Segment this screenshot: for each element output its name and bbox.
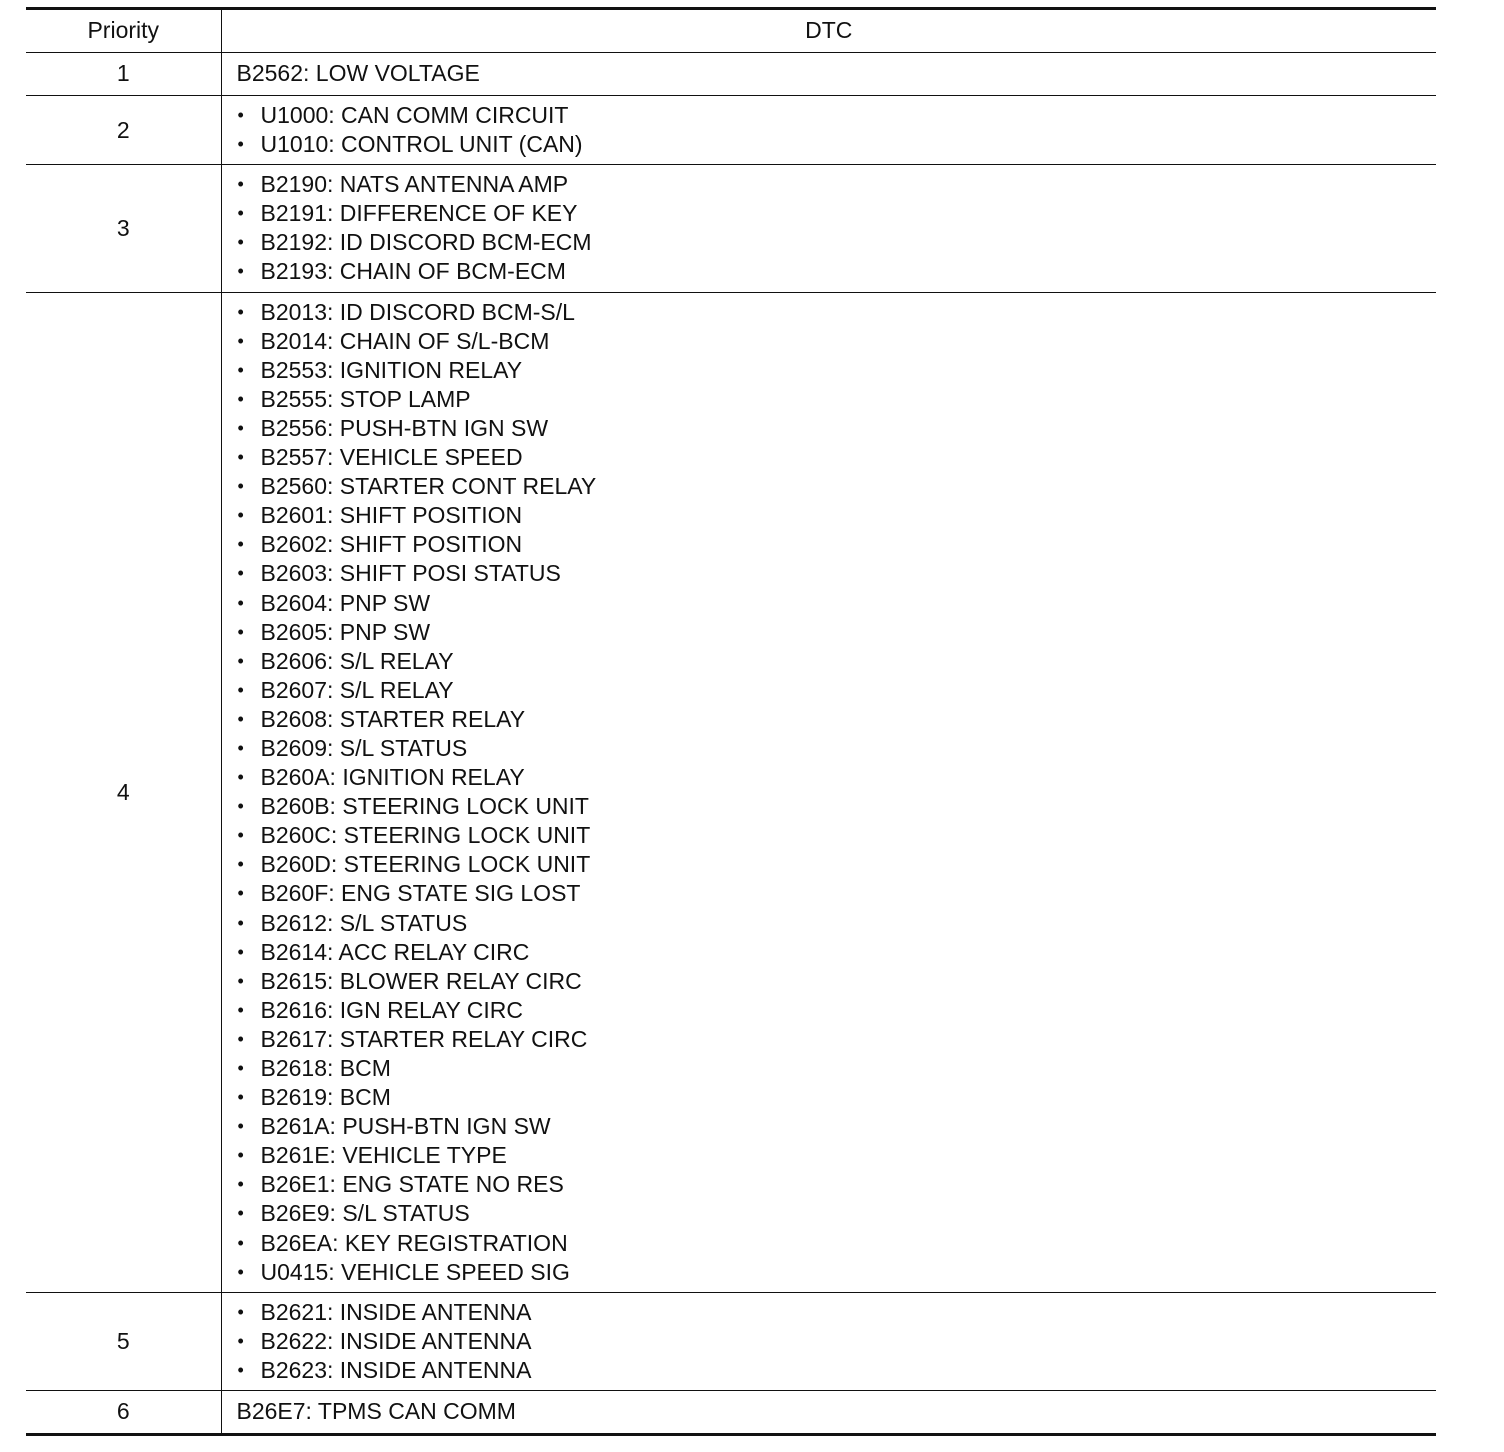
dtc-code-text: B2603: SHIFT POSI STATUS	[260, 560, 561, 587]
dtc-code-text: B261A: PUSH-BTN IGN SW	[260, 1113, 551, 1140]
priority-cell: 5	[26, 1292, 221, 1390]
dtc-list-item	[237, 1054, 1437, 1083]
bullet-icon: •	[237, 796, 244, 817]
dtc-code-text: B2191: DIFFERENCE OF KEY	[260, 200, 578, 227]
dtc-code-text: B261E: VEHICLE TYPE	[260, 1142, 507, 1169]
bullet-icon: •	[237, 767, 244, 788]
bullet-icon: •	[237, 825, 244, 846]
bullet-icon: •	[237, 301, 244, 322]
bullet-icon: •	[237, 359, 244, 380]
bullet-icon: •	[237, 261, 244, 282]
bullet-icon: •	[237, 476, 244, 497]
dtc-list	[237, 1298, 1437, 1385]
bullet-icon: •	[237, 105, 244, 125]
dtc-list-item	[237, 1170, 1437, 1199]
dtc-code-text: B2014: CHAIN OF S/L-BCM	[260, 327, 550, 354]
table-row	[26, 96, 1436, 165]
table-row	[26, 292, 1436, 1292]
dtc-list-item	[237, 298, 1437, 327]
dtc-list-item	[237, 443, 1437, 472]
dtc-list-item	[237, 257, 1437, 286]
dtc-list-item	[237, 589, 1437, 618]
table-row	[26, 53, 1436, 96]
dtc-list-item	[237, 676, 1437, 705]
dtc-code-text: U1010: CONTROL UNIT (CAN)	[260, 131, 583, 158]
bullet-icon: •	[237, 999, 244, 1020]
dtc-code-text: B2609: S/L STATUS	[260, 734, 468, 761]
dtc-code-text: B2557: VEHICLE SPEED	[260, 444, 523, 471]
bullet-icon: •	[237, 912, 244, 933]
table-header-row	[26, 9, 1436, 53]
dtc-cell	[221, 1391, 1436, 1435]
dtc-list-item	[237, 1258, 1437, 1287]
bullet-icon: •	[237, 1174, 244, 1195]
table-body	[26, 53, 1436, 1435]
dtc-code-text: B2612: S/L STATUS	[260, 909, 468, 936]
table-row	[26, 165, 1436, 292]
dtc-code-text: U1000: CAN COMM CIRCUIT	[260, 102, 569, 128]
dtc-list-item	[237, 1327, 1437, 1356]
dtc-list-item	[237, 170, 1437, 199]
dtc-list-item	[237, 199, 1437, 228]
bullet-icon: •	[237, 417, 244, 438]
dtc-code-text: B2621: INSIDE ANTENNA	[260, 1298, 532, 1325]
table-row	[26, 1391, 1436, 1435]
dtc-list-item	[237, 1112, 1437, 1141]
dtc-cell	[221, 53, 1436, 96]
dtc-code-text: B260F: ENG STATE SIG LOST	[260, 880, 581, 907]
bullet-icon: •	[237, 1301, 244, 1322]
dtc-code-text: B2190: NATS ANTENNA AMP	[260, 171, 569, 198]
dtc-code-text: B260A: IGNITION RELAY	[260, 764, 525, 791]
dtc-code-text: B2013: ID DISCORD BCM-S/L	[260, 298, 575, 325]
dtc-code-text: B2556: PUSH-BTN IGN SW	[260, 414, 549, 441]
dtc-priority-table	[26, 7, 1436, 1436]
dtc-list-item	[237, 228, 1437, 257]
dtc-code-text: B26E1: ENG STATE NO RES	[260, 1171, 564, 1198]
bullet-icon: •	[237, 854, 244, 875]
dtc-list-item	[237, 909, 1437, 938]
dtc-code-text: B26E7: TPMS CAN COMM	[236, 1398, 516, 1425]
bullet-icon: •	[237, 330, 244, 351]
dtc-list-item	[237, 356, 1437, 385]
dtc-list-item	[237, 792, 1437, 821]
dtc-code-text: B260C: STEERING LOCK UNIT	[260, 822, 591, 849]
dtc-list-item	[237, 1298, 1437, 1327]
priority-cell: 2	[26, 96, 221, 165]
dtc-code-text: B26EA: KEY REGISTRATION	[260, 1229, 568, 1256]
bullet-icon: •	[237, 941, 244, 962]
dtc-code-text: B2617: STARTER RELAY CIRC	[260, 1025, 588, 1052]
dtc-list-item	[237, 821, 1437, 850]
dtc-code-text: B2560: STARTER CONT RELAY	[260, 473, 597, 500]
bullet-icon: •	[237, 1330, 244, 1351]
bullet-icon: •	[237, 174, 244, 195]
dtc-code-text: B2608: STARTER RELAY	[260, 705, 526, 732]
dtc-code-text: B2192: ID DISCORD BCM-ECM	[260, 229, 592, 256]
bullet-icon: •	[237, 621, 244, 642]
dtc-list-item	[237, 472, 1437, 501]
bullet-icon: •	[237, 232, 244, 253]
priority-cell: 1	[26, 53, 221, 96]
dtc-code-text: B2601: SHIFT POSITION	[260, 502, 523, 529]
dtc-list-item	[237, 501, 1437, 530]
bullet-icon: •	[237, 679, 244, 700]
bullet-icon: •	[237, 1145, 244, 1166]
dtc-list-item	[237, 1083, 1437, 1112]
priority-cell: 4	[26, 292, 221, 1292]
bullet-icon: •	[237, 883, 244, 904]
priority-cell: 6	[26, 1391, 221, 1435]
dtc-list-item	[237, 101, 1437, 130]
dtc-code-text: B260B: STEERING LOCK UNIT	[260, 793, 589, 820]
dtc-list-item	[237, 1356, 1437, 1385]
bullet-icon: •	[237, 505, 244, 526]
dtc-code-text: B260D: STEERING LOCK UNIT	[260, 851, 591, 878]
bullet-icon: •	[237, 1087, 244, 1108]
priority-column-header: Priority	[26, 9, 221, 53]
dtc-cell	[221, 165, 1436, 292]
dtc-code-text: B2616: IGN RELAY CIRC	[260, 996, 523, 1023]
dtc-list-item	[237, 938, 1437, 967]
dtc-code-text: B2623: INSIDE ANTENNA	[260, 1356, 532, 1383]
bullet-icon: •	[237, 737, 244, 758]
dtc-list-item	[237, 967, 1437, 996]
bullet-icon: •	[237, 970, 244, 991]
bullet-icon: •	[237, 1359, 244, 1380]
dtc-code-text: B2622: INSIDE ANTENNA	[260, 1327, 532, 1354]
dtc-list	[237, 298, 1437, 1287]
dtc-code-text: U0415: VEHICLE SPEED SIG	[260, 1258, 570, 1285]
bullet-icon: •	[237, 447, 244, 468]
dtc-code-text: B2193: CHAIN OF BCM-ECM	[260, 258, 566, 285]
dtc-code-text: B2606: S/L RELAY	[260, 647, 454, 674]
priority-cell: 3	[26, 165, 221, 292]
dtc-code-text: B2619: BCM	[260, 1084, 391, 1111]
dtc-list-item	[237, 618, 1437, 647]
dtc-list-item	[237, 763, 1437, 792]
dtc-list-item	[237, 850, 1437, 879]
dtc-code-text: B2555: STOP LAMP	[260, 385, 471, 412]
bullet-icon: •	[237, 1261, 244, 1282]
dtc-cell	[221, 96, 1436, 165]
dtc-list-item	[237, 559, 1437, 588]
bullet-icon: •	[237, 203, 244, 224]
dtc-list-item	[237, 879, 1437, 908]
dtc-list-item	[237, 1229, 1437, 1258]
dtc-code-text: B2618: BCM	[260, 1055, 391, 1081]
dtc-list-item	[237, 385, 1437, 414]
bullet-icon: •	[237, 1028, 244, 1049]
dtc-list-item	[237, 734, 1437, 763]
dtc-code-text: B2605: PNP SW	[260, 618, 431, 645]
table-row	[26, 1292, 1436, 1390]
bullet-icon: •	[237, 592, 244, 613]
dtc-cell	[221, 292, 1436, 1292]
dtc-code-text: B2553: IGNITION RELAY	[260, 356, 523, 383]
dtc-code-text: B2614: ACC RELAY CIRC	[260, 938, 530, 965]
bullet-icon: •	[237, 134, 244, 155]
dtc-code-text: B2562: LOW VOLTAGE	[236, 60, 480, 87]
dtc-code-text: B2615: BLOWER RELAY CIRC	[260, 967, 582, 994]
dtc-cell	[221, 1292, 1436, 1390]
bullet-icon: •	[237, 1058, 244, 1078]
dtc-list-item	[237, 647, 1437, 676]
dtc-code-text: B2607: S/L RELAY	[260, 676, 454, 703]
dtc-list-item	[237, 705, 1437, 734]
dtc-list-item	[237, 996, 1437, 1025]
bullet-icon: •	[237, 708, 244, 729]
bullet-icon: •	[237, 388, 244, 409]
bullet-icon: •	[237, 1232, 244, 1253]
dtc-code-text: B2604: PNP SW	[260, 589, 431, 616]
dtc-code-text: B2602: SHIFT POSITION	[260, 531, 523, 558]
bullet-icon: •	[237, 563, 244, 584]
dtc-list	[237, 101, 1437, 159]
dtc-list-item	[237, 1025, 1437, 1054]
bullet-icon: •	[237, 1203, 244, 1224]
dtc-column-header: DTC	[221, 9, 1436, 53]
dtc-list-item	[237, 530, 1437, 559]
dtc-list-item	[237, 130, 1437, 159]
dtc-code-text: B26E9: S/L STATUS	[260, 1200, 470, 1227]
dtc-list-item	[237, 327, 1437, 356]
dtc-list-item	[237, 1199, 1437, 1228]
bullet-icon: •	[237, 1116, 244, 1137]
bullet-icon: •	[237, 534, 244, 555]
dtc-list-item	[237, 414, 1437, 443]
dtc-list	[237, 170, 1437, 286]
bullet-icon: •	[237, 650, 244, 671]
dtc-list-item	[237, 1141, 1437, 1170]
